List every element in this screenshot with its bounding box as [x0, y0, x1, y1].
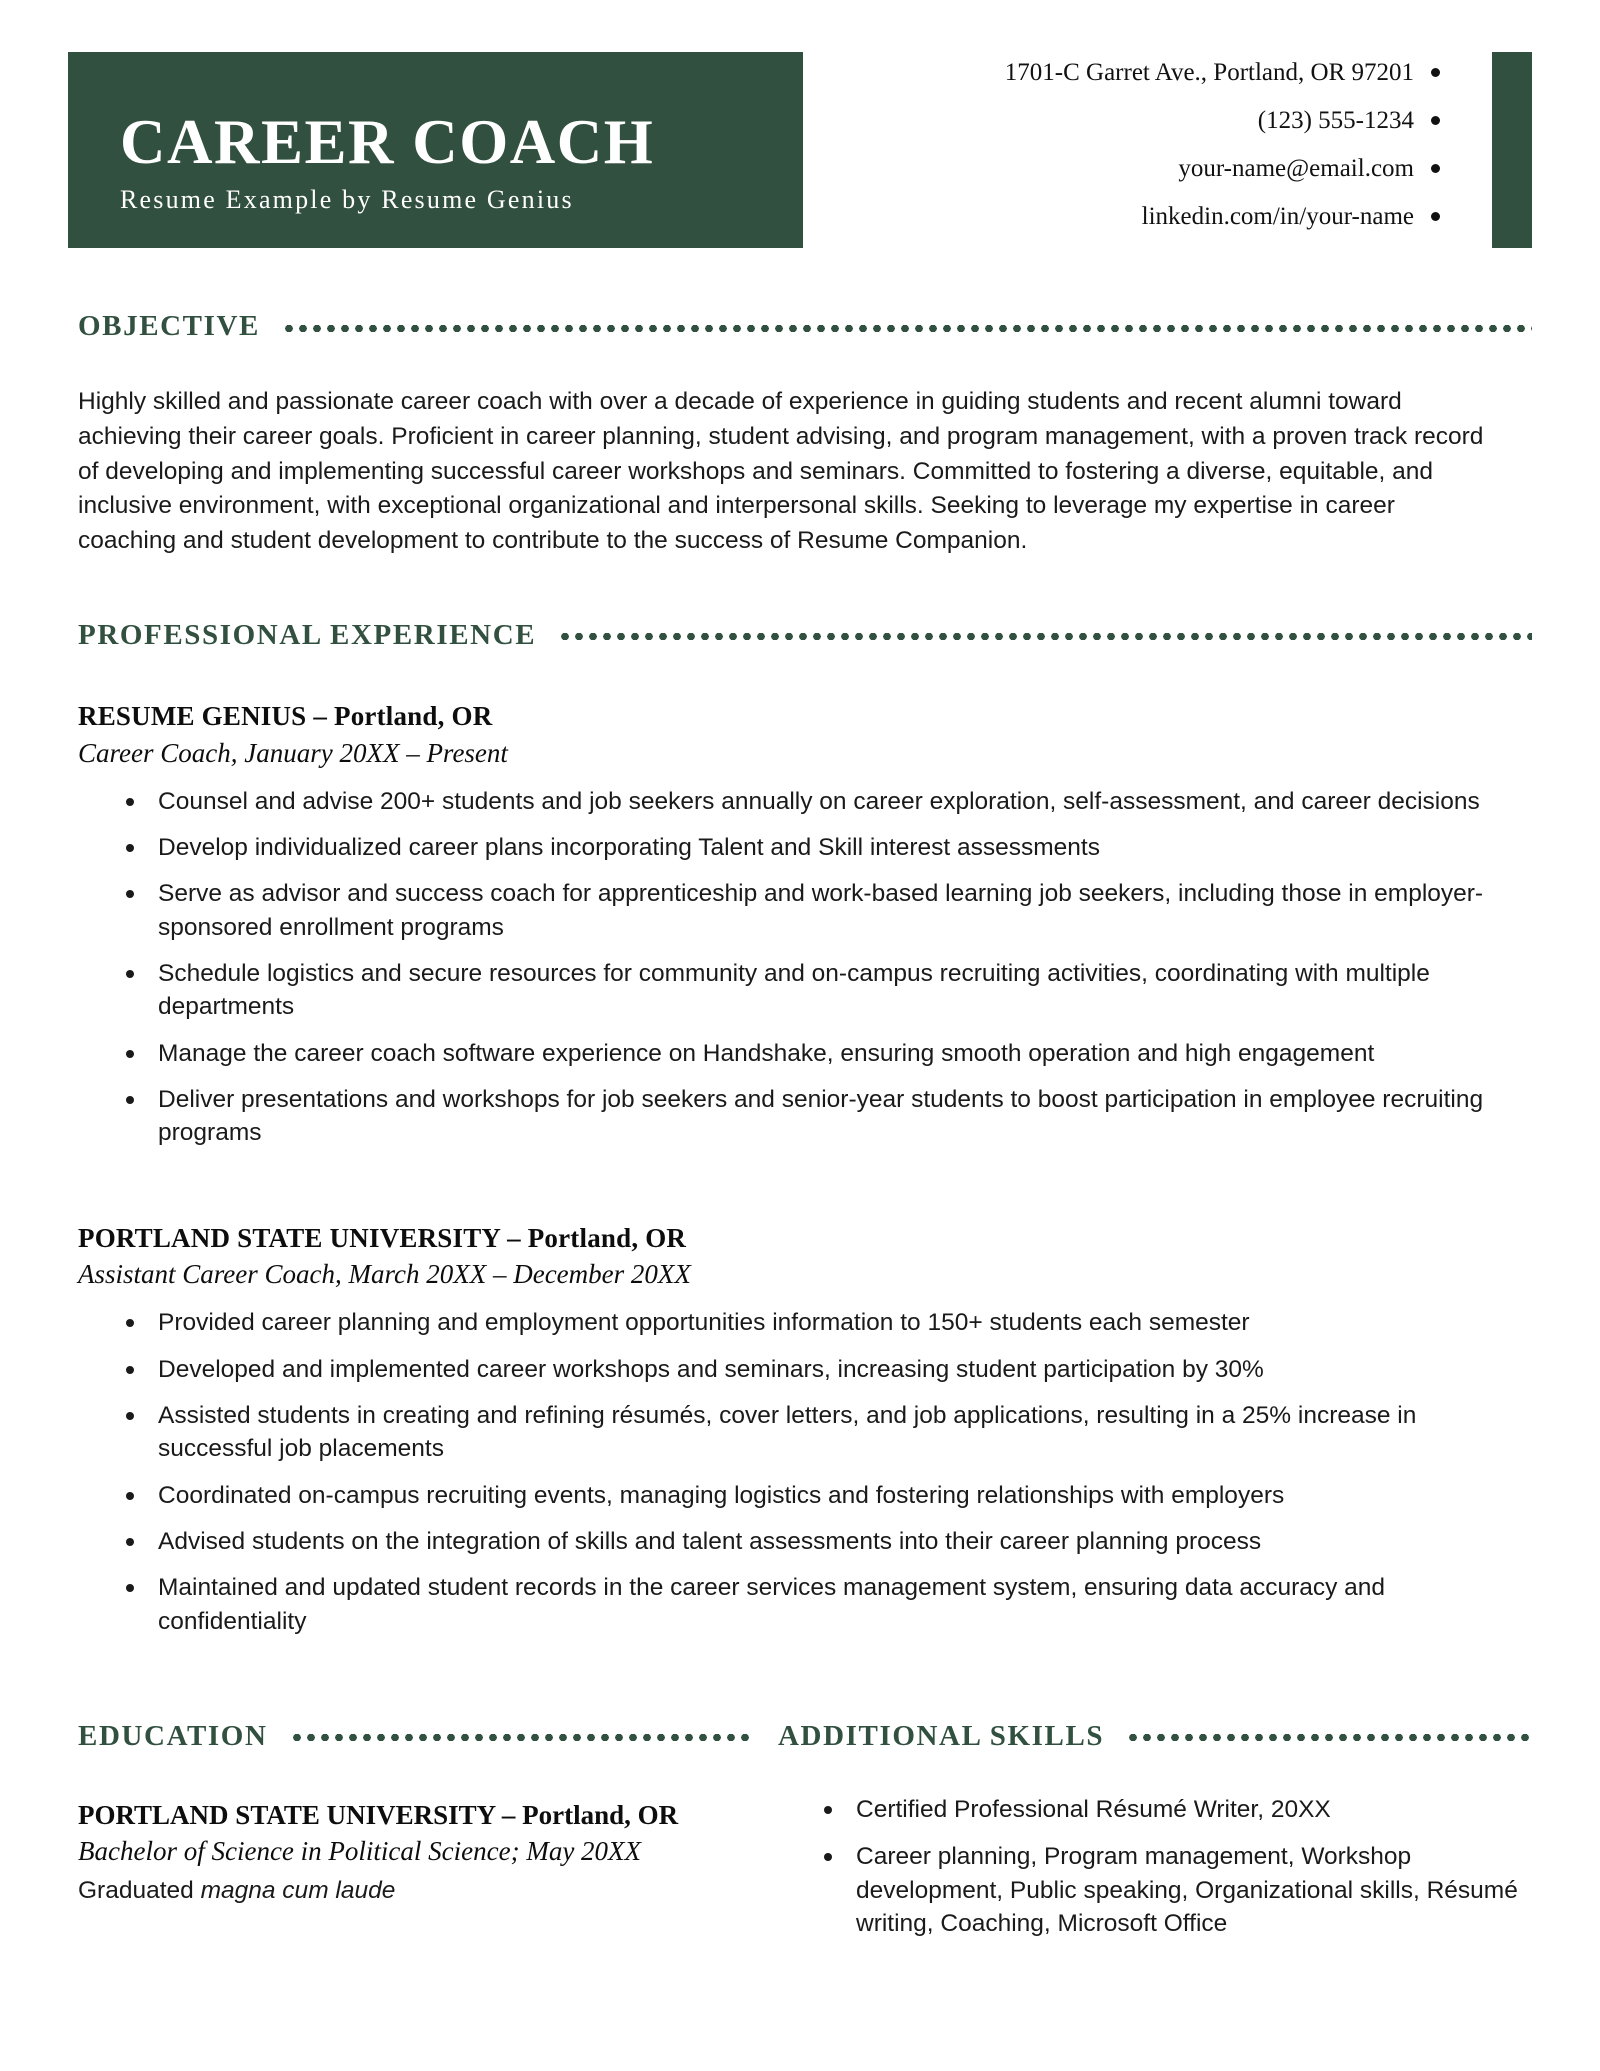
header-accent-bar [1492, 52, 1532, 248]
list-item: Developed and implemented career workshops and seminars, increasing student participation by 30% [78, 1353, 1508, 1386]
bullet-dot-icon [1431, 68, 1440, 77]
section-header-experience [78, 619, 1532, 652]
contact-address [1005, 60, 1440, 85]
list-item: Certified Professional Résumé Writer, 20XX [778, 1793, 1532, 1826]
skills-list [778, 1793, 1532, 1940]
education-school: PORTLAND STATE UNIVERSITY – Portland, OR [78, 1799, 679, 1830]
section-title-objective: OBJECTIVE [78, 310, 260, 342]
bottom-columns [78, 1720, 1532, 1954]
skills-column [778, 1720, 1532, 1954]
list-item: Assisted students in creating and refining résumés, cover letters, and job applications, resulting in a 25% increase in successful job placements [78, 1399, 1508, 1466]
job-company: RESUME GENIUS – Portland, OR [78, 700, 493, 731]
job-title: Assistant Career Coach, March 20XX – December 20XX [78, 1259, 691, 1290]
list-item: Schedule logistics and secure resources for community and on-campus recruiting activities, coordinating with multiple departments [78, 957, 1508, 1024]
education-degree: Bachelor of Science in Political Science; May 20XX [78, 1835, 642, 1866]
education-column [78, 1720, 778, 1954]
education-honors-prefix: Graduated [78, 1876, 201, 1904]
dotted-rule [282, 325, 1532, 332]
resume-header [0, 0, 1600, 252]
education-entry [78, 1799, 750, 1907]
bullet-dot-icon [1431, 164, 1440, 173]
name-banner [68, 52, 803, 248]
dotted-rule [558, 633, 1532, 640]
section-title-education: EDUCATION [78, 1719, 268, 1752]
resume-subtitle: Resume Example by Resume Genius [120, 185, 574, 215]
job-bullet-list [78, 1306, 1532, 1638]
list-item: Advised students on the integration of skills and talent assessments into their career planning process [78, 1525, 1508, 1558]
list-item: Deliver presentations and workshops for job seekers and senior-year students to boost participation in employee recruiting programs [78, 1083, 1508, 1150]
contact-linkedin-text[interactable]: linkedin.com/in/your-name [1141, 203, 1414, 230]
section-header-objective [78, 310, 1532, 343]
contact-email[interactable] [1178, 156, 1440, 181]
job-company: PORTLAND STATE UNIVERSITY – Portland, OR [78, 1222, 687, 1253]
dotted-rule [1126, 1734, 1532, 1741]
resume-body [0, 310, 1600, 1954]
list-item: Develop individualized career plans incorporating Talent and Skill interest assessments [78, 831, 1508, 864]
list-item: Provided career planning and employment opportunities information to 150+ students each semester [78, 1306, 1508, 1339]
section-header-education [78, 1720, 750, 1753]
list-item: Maintained and updated student records in the career services management system, ensuring data accuracy and confidentiality [78, 1571, 1508, 1638]
contact-info [825, 60, 1440, 252]
contact-email-text[interactable]: your-name@email.com [1178, 155, 1414, 182]
education-honors [78, 1875, 750, 1907]
experience-entry [78, 700, 1532, 1150]
list-item: Manage the career coach software experience on Handshake, ensuring smooth operation and high engagement [78, 1037, 1508, 1070]
experience-entry [78, 1222, 1532, 1638]
contact-linkedin[interactable] [1142, 204, 1440, 229]
bullet-dot-icon [1431, 212, 1440, 221]
section-title-experience: PROFESSIONAL EXPERIENCE [78, 618, 537, 651]
contact-phone-text: (123) 555-1234 [1257, 107, 1414, 134]
dotted-rule [290, 1734, 751, 1741]
list-item: Career planning, Program management, Workshop development, Public speaking, Organizational skills, Résumé writing, Coaching, Microsoft Office [778, 1840, 1532, 1940]
candidate-title: CAREER COACH [120, 107, 655, 178]
education-honors-latin: magna cum laude [200, 1876, 396, 1904]
job-bullet-list [78, 785, 1532, 1150]
list-item: Coordinated on-campus recruiting events, managing logistics and fostering relationships with employers [78, 1479, 1508, 1512]
list-item: Counsel and advise 200+ students and job seekers annually on career exploration, self-assessment, and career decisions [78, 785, 1508, 818]
objective-paragraph: Highly skilled and passionate career coach with over a decade of experience in guiding students and recent alumni toward achieving their career goals. Proficient in career planning, student advising, and program management, with a proven track record of developing and implementing successful career workshops and seminars. Committed to fostering a diverse, equitable, and inclusive environment, with exceptional organizational and interpersonal skills. Seeking to leverage my expertise in career coaching and student development to contribute to the success of Resume Companion. [78, 388, 1484, 555]
bullet-dot-icon [1431, 116, 1440, 125]
section-title-skills: ADDITIONAL SKILLS [778, 1719, 1105, 1752]
list-item: Serve as advisor and success coach for apprenticeship and work-based learning job seekers, including those in employer-sponsored enrollment programs [78, 877, 1508, 944]
contact-phone [1258, 108, 1440, 133]
job-title: Career Coach, January 20XX – Present [78, 737, 508, 768]
contact-address-text: 1701-C Garret Ave., Portland, OR 97201 [1004, 59, 1414, 86]
section-header-skills [778, 1720, 1532, 1753]
